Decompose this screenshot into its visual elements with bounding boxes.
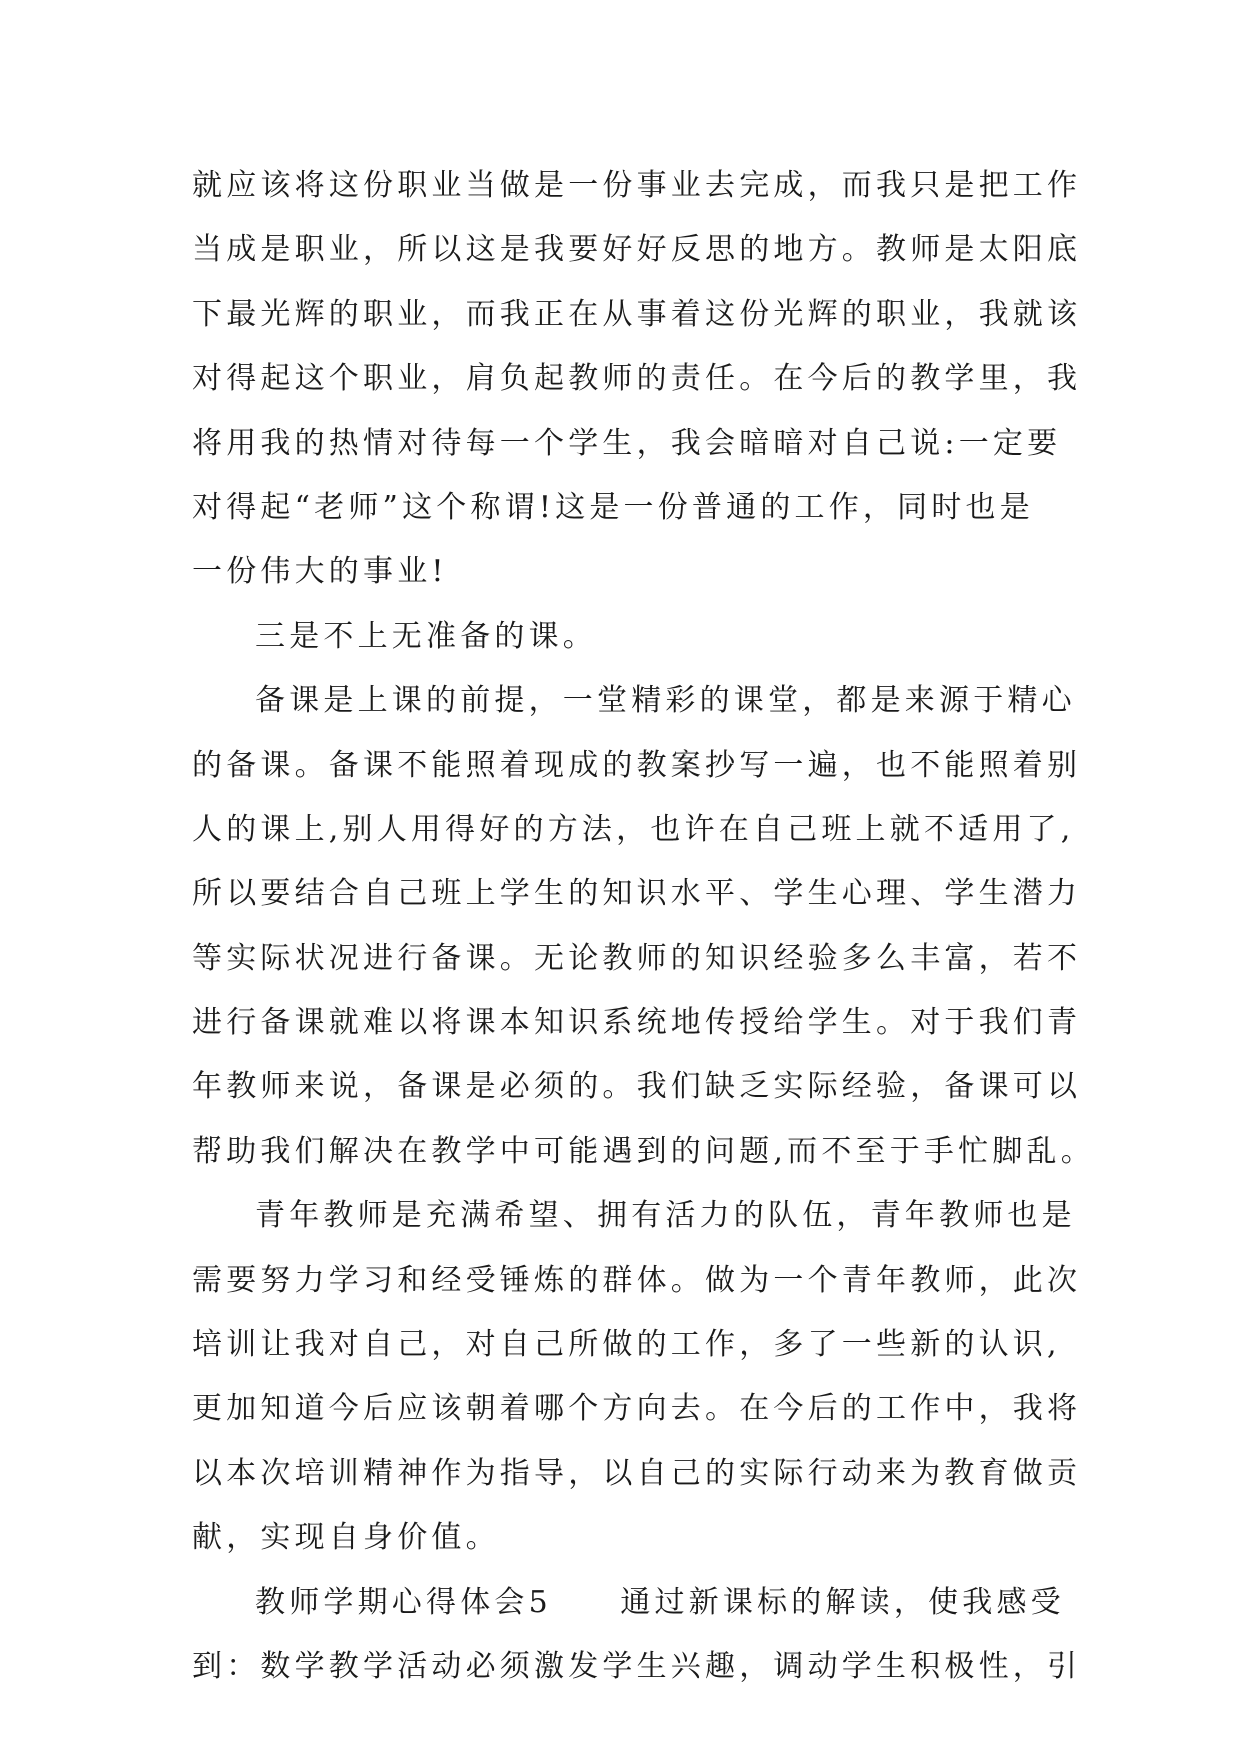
paragraph-heading: 三是不上无准备的课。 [255, 618, 597, 654]
text-line: 下最光辉的职业，而我正在从事着这份光辉的职业，我就该 [192, 296, 1082, 332]
text-line: 更加知道今后应该朝着哪个方向去。在今后的工作中，我将 [192, 1391, 1082, 1427]
text-line: 培训让我对自己，对自己所做的工作，多了一些新的认识, [192, 1327, 1061, 1363]
text-line: 等实际状况进行备课。无论教师的知识经验多么丰富，若不 [192, 940, 1082, 976]
text-line: 以本次培训精神作为指导，以自己的实际行动来为教育做贡 [192, 1455, 1082, 1491]
text-line: 备课是上课的前提，一堂精彩的课堂，都是来源于精心 [255, 683, 1076, 719]
text-line: 进行备课就难以将课本知识系统地传授给学生。对于我们青 [192, 1005, 1082, 1041]
text-line: 所以要结合自己班上学生的知识水平、学生心理、学生潜力 [192, 876, 1082, 912]
text-line: 将用我的热情对待每一个学生，我会暗暗对自己说:一定要 [192, 425, 1062, 461]
text-line: 对得起这个职业，肩负起教师的责任。在今后的教学里，我 [192, 361, 1082, 397]
text-line: 对得起“老师”这个称谓!这是一份普通的工作，同时也是 [192, 489, 1034, 525]
text-line: 人的课上,别人用得好的方法，也许在自己班上就不适用了, [192, 811, 1075, 847]
text-line: 的备课。备课不能照着现成的教案抄写一遍，也不能照着别 [192, 747, 1082, 783]
text-line: 就应该将这份职业当做是一份事业去完成，而我只是把工作 [192, 168, 1082, 203]
document-body [192, 154, 1095, 1699]
section-title-line: 教师学期心得体会5 通过新课标的解读，使我感受 [255, 1584, 1065, 1620]
text-line: 需要努力学习和经受锤炼的群体。做为一个青年教师，此次 [192, 1262, 1082, 1298]
text-line: 青年教师是充满希望、拥有活力的队伍，青年教师也是 [255, 1198, 1076, 1234]
text-line: 当成是职业，所以这是我要好好反思的地方。教师是太阳底 [192, 232, 1082, 268]
text-line: 帮助我们解决在教学中可能遇到的问题,而不至于手忙脚乱。 [192, 1133, 1095, 1169]
text-line: 献，实现自身价值。 [192, 1520, 500, 1556]
text-line: 年教师来说，备课是必须的。我们缺乏实际经验，备课可以 [192, 1069, 1082, 1105]
text-line: 到：数学教学活动必须激发学生兴趣，调动学生积极性，引 [192, 1648, 1082, 1684]
text-line: 一份伟大的事业! [192, 554, 448, 590]
